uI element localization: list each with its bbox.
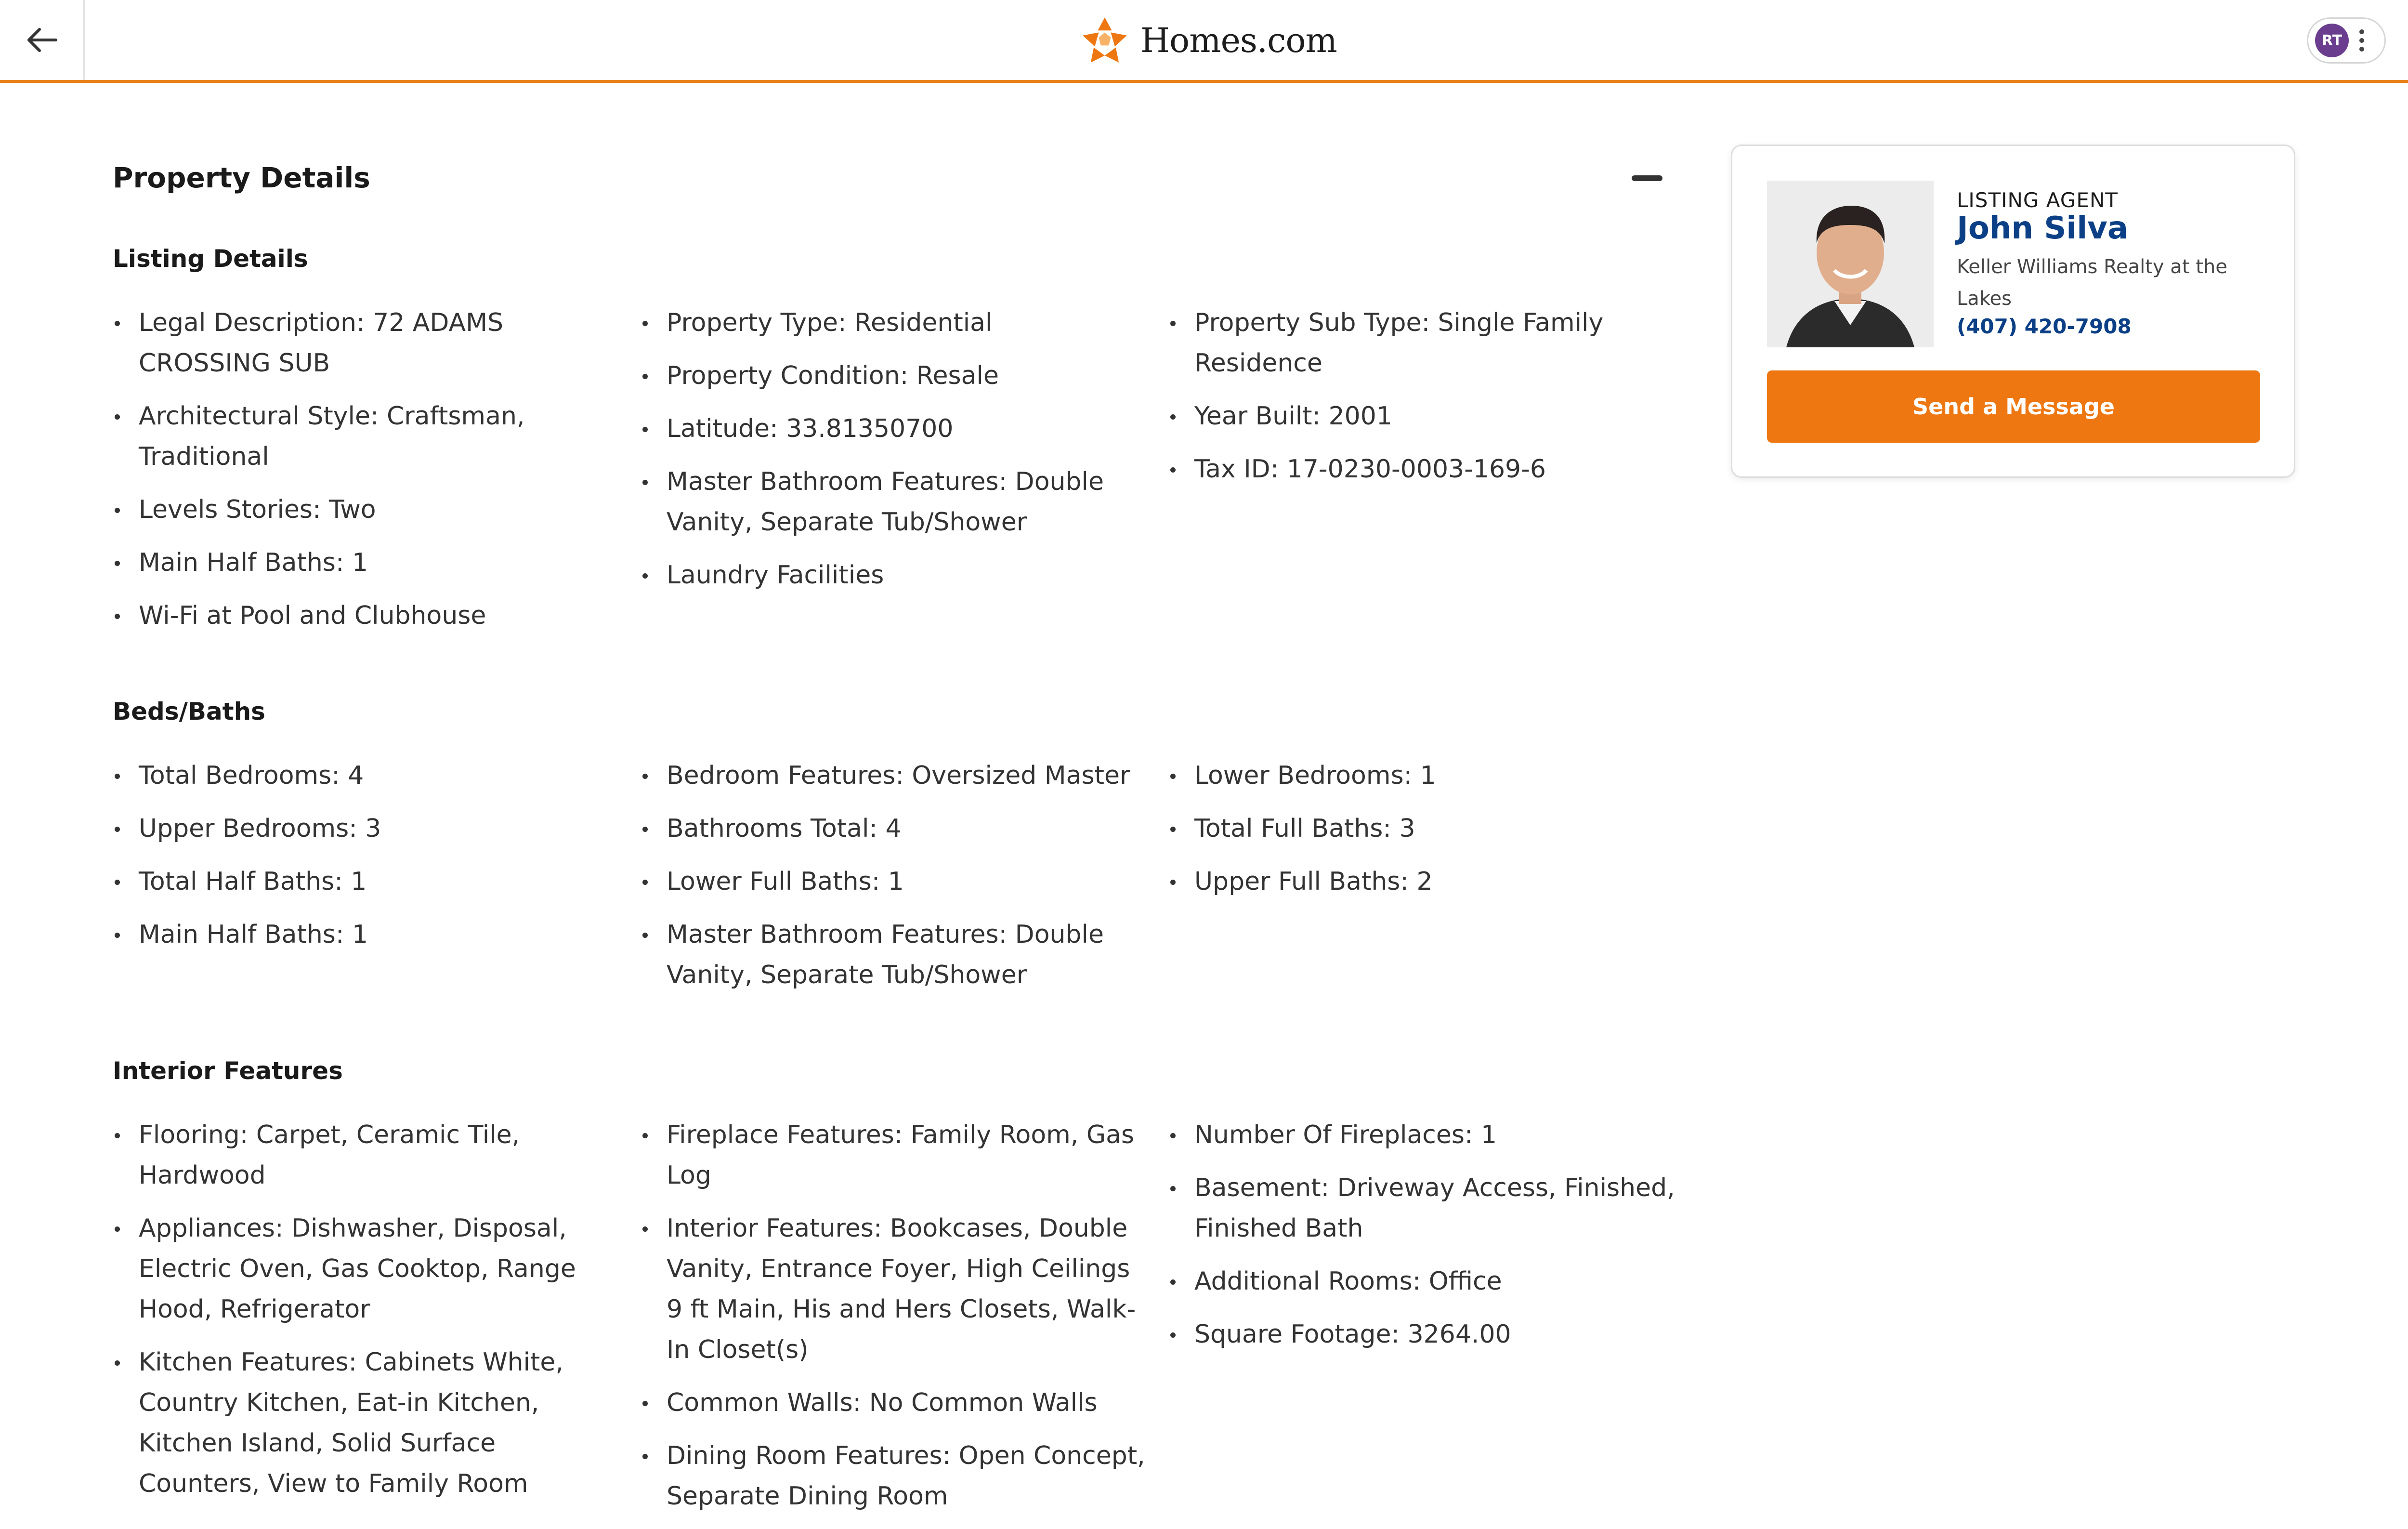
list-item: Master Bathroom Features: Double Vanity, Separate Tub/Shower [641,914,1151,995]
agent-company: Keller Williams Realty at the Lakes [1957,256,2227,310]
list-item: Total Bedrooms: 4 [113,755,623,796]
listing-details-col3 [1168,303,1679,502]
list-item: Laundry Facilities [641,555,1151,595]
list-item: Bathrooms Total: 4 [641,808,1151,849]
list-item: Total Full Baths: 3 [1168,808,1679,849]
agent-portrait-icon [1767,181,1934,347]
list-item: Basement: Driveway Access, Finished, Finished Bath [1168,1168,1679,1249]
list-item: Master Bathroom Features: Double Vanity, Separate Tub/Shower [641,461,1151,542]
agent-name[interactable]: John Silva [1957,211,2129,246]
list-item: Additional Rooms: Office [1168,1261,1679,1302]
list-item: Common Walls: No Common Walls [641,1383,1151,1423]
list-item: Tax ID: 17-0230-0003-169-6 [1168,449,1679,489]
kebab-menu-icon[interactable] [2359,29,2364,52]
listing-agent-card [1731,145,2295,478]
list-item: Lower Bedrooms: 1 [1168,755,1679,796]
agent-phone-link[interactable]: (407) 420-7908 [1957,315,2132,338]
list-item: Architectural Style: Craftsman, Traditional [113,396,623,477]
list-item: Latitude: 33.81350700 [641,409,1151,449]
top-bar [0,0,2408,83]
interior-features-col3 [1168,1115,1679,1367]
list-item: Dining Room Features: Open Concept, Separate Dining Room [641,1436,1151,1516]
arrow-left-icon [25,26,59,54]
list-item: Property Sub Type: Single Family Residence [1168,303,1679,383]
beds-baths-col2 [641,755,1151,1008]
list-item: Legal Description: 72 ADAMS CROSSING SUB [113,303,623,383]
list-item: Property Condition: Resale [641,356,1151,396]
listing-details-col2 [641,303,1151,608]
list-item: Flooring: Carpet, Ceramic Tile, Hardwood [113,1115,623,1196]
list-item: Number Of Fireplaces: 1 [1168,1115,1679,1155]
list-item: Total Half Baths: 1 [113,861,623,902]
agent-label: LISTING AGENT [1957,188,2118,212]
list-item: Square Footage: 3264.00 [1168,1314,1679,1355]
beds-baths-title: Beds/Baths [113,698,265,725]
listing-details-title: Listing Details [113,245,308,273]
interior-features-col2 [641,1115,1151,1529]
interior-features-title: Interior Features [113,1057,343,1085]
list-item: Bedroom Features: Oversized Master [641,755,1151,796]
list-item: Lower Full Baths: 1 [641,861,1151,902]
listing-details-col1 [113,303,623,648]
back-button[interactable] [0,0,85,80]
list-item: Main Half Baths: 1 [113,542,623,583]
list-item: Upper Bedrooms: 3 [113,808,623,849]
send-message-button[interactable]: Send a Message [1767,370,2260,443]
minus-icon[interactable] [1632,175,1662,181]
list-item: Interior Features: Bookcases, Double Vanity, Entrance Foyer, High Ceilings 9 ft Main, His and Hers Closets, Walk-In Closet(s) [641,1208,1151,1370]
homes-logo-icon [1080,15,1130,66]
list-item: Property Type: Residential [641,303,1151,343]
list-item: Upper Full Baths: 2 [1168,861,1679,902]
brand-name: Homes.com [1140,21,1337,60]
homes-logo[interactable] [1080,16,1337,65]
beds-baths-col1 [113,755,623,967]
user-menu[interactable] [2307,17,2386,64]
list-item: Kitchen Features: Cabinets White, Country Kitchen, Eat-in Kitchen, Kitchen Island, Solid Surface Counters, View to Family Room [113,1342,623,1504]
agent-avatar[interactable] [1767,181,1934,347]
list-item: Year Built: 2001 [1168,396,1679,436]
beds-baths-col3 [1168,755,1679,914]
user-avatar[interactable]: RT [2315,24,2349,57]
interior-features-col1 [113,1115,623,1516]
list-item: Levels Stories: Two [113,489,623,530]
section-title: Property Details [113,161,370,194]
list-item: Main Half Baths: 1 [113,914,623,955]
list-item: Wi-Fi at Pool and Clubhouse [113,595,623,636]
list-item: Fireplace Features: Family Room, Gas Log [641,1115,1151,1196]
list-item: Appliances: Dishwasher, Disposal, Electric Oven, Gas Cooktop, Range Hood, Refrigerator [113,1208,623,1330]
